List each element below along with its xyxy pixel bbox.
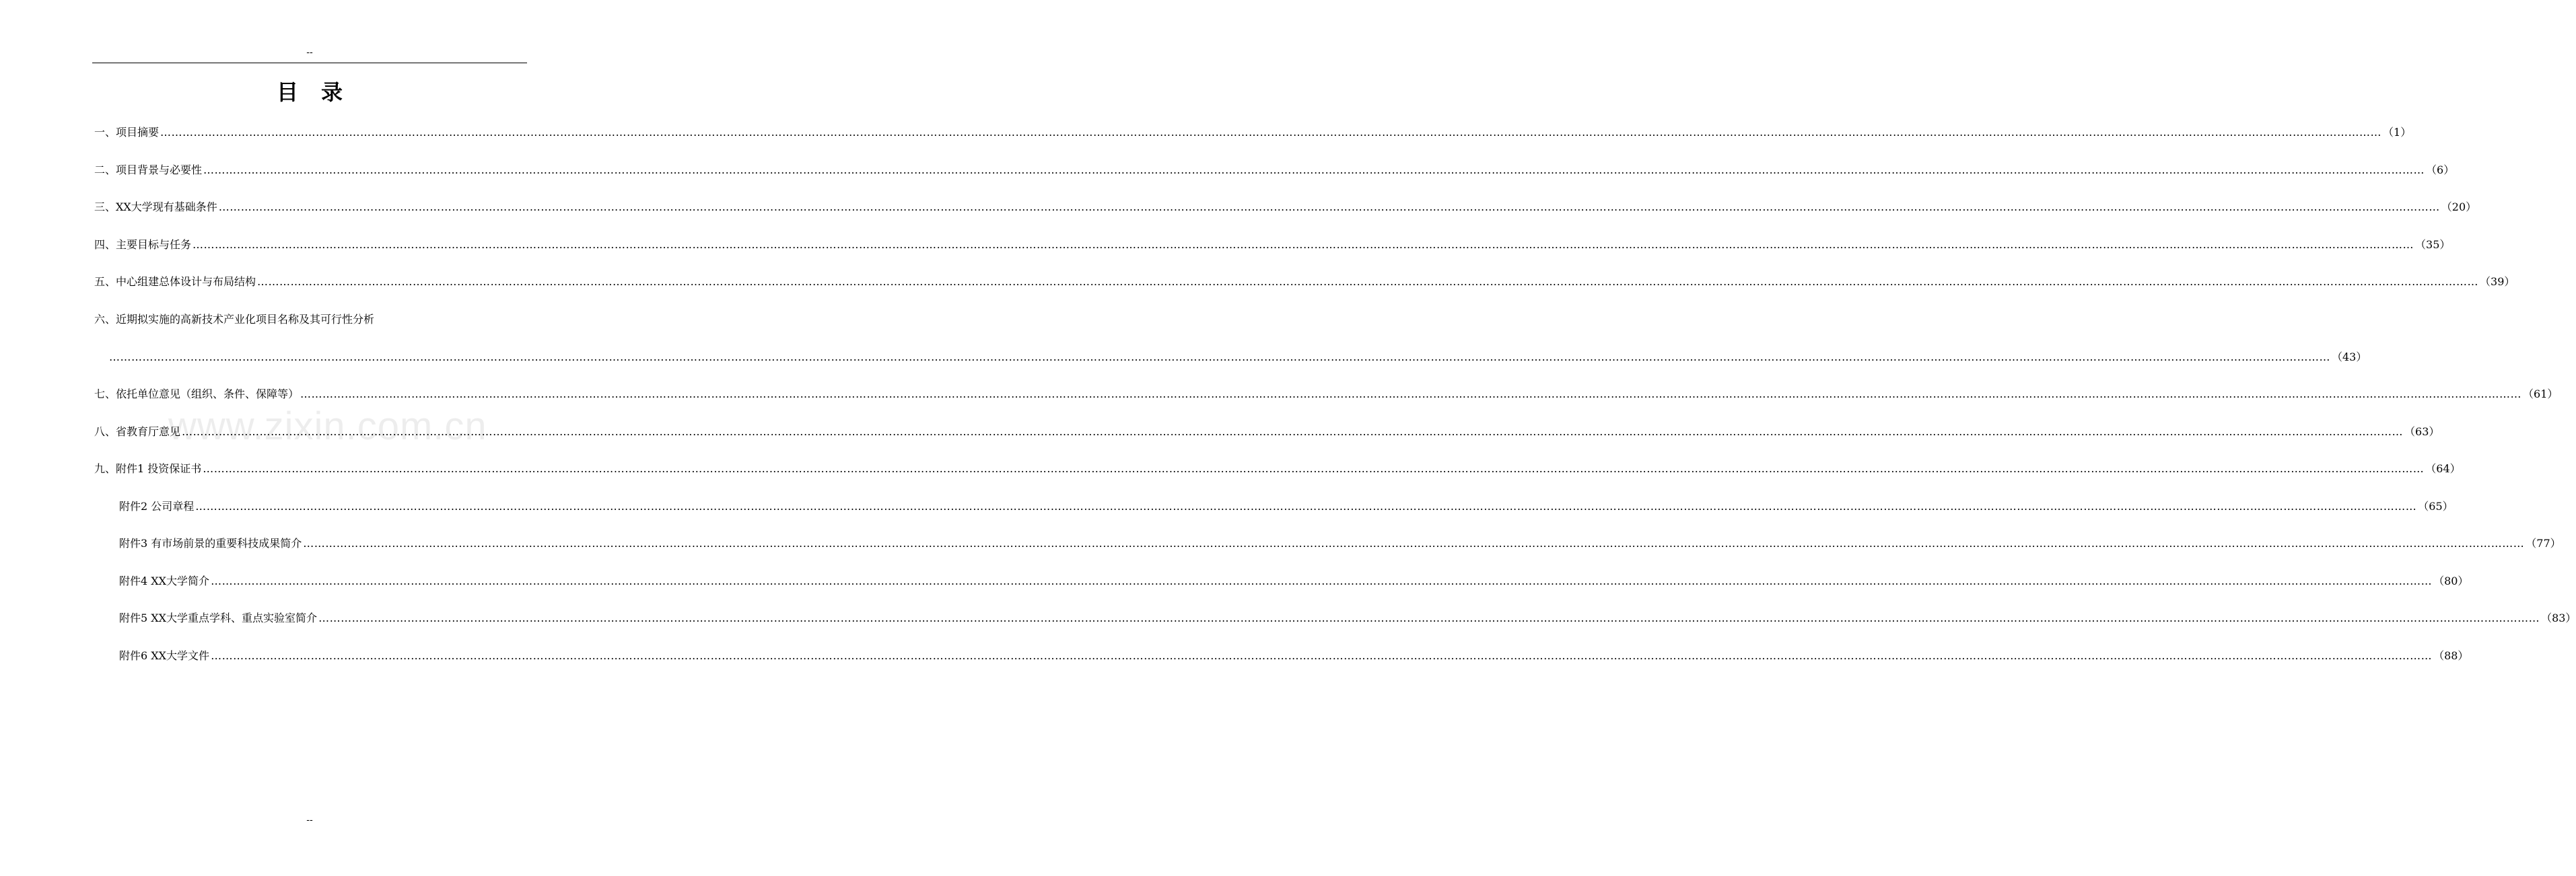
toc-entry-title: 附件6 XX大学文件: [119, 649, 210, 662]
toc-entry-page: （6）: [2426, 163, 2455, 176]
toc-entry-title: 三、XX大学现有基础条件: [94, 200, 217, 213]
toc-leader: ……………………………………………………………………………………………………………………………………………………………………………………………………………………………………………………………………………………………………………………………………………………………………………………………………………………………………………………………………………………………………………………………………………………: [211, 649, 2433, 662]
toc-leader: ……………………………………………………………………………………………………………………………………………………………………………………………………………………………………………………………………………………………………………………………………………………………………………………………………………………………………………………………………………………………………………………………………………………: [193, 238, 2414, 251]
toc-entry-page: （39）: [2480, 275, 2515, 288]
toc-entry-title: 一、项目摘要: [94, 126, 160, 139]
toc-entry-page: （61）: [2523, 388, 2558, 400]
toc-entry-page: （88）: [2433, 649, 2469, 662]
toc-entry-4[interactable]: [94, 238, 2451, 252]
toc-leader: ……………………………………………………………………………………………………………………………………………………………………………………………………………………………………………………………………………………………………………………………………………………………………………………………………………………………………………………………………………………………………………………………………………………: [195, 500, 2417, 513]
toc-entry-title: 附件4 XX大学简介: [119, 575, 210, 587]
toc-entry-title: 九、附件1 投资保证书: [94, 462, 202, 475]
toc-entry-9[interactable]: [94, 462, 2461, 476]
toc-entry-page: （80）: [2433, 575, 2469, 587]
header-mark: --: [306, 47, 313, 58]
toc-leader: ……………………………………………………………………………………………………………………………………………………………………………………………………………………………………………………………………………………………………………………………………………………………………………………………………………………………………………………………………………………………………………………………………………………: [160, 126, 2382, 139]
toc-leader: ……………………………………………………………………………………………………………………………………………………………………………………………………………………………………………………………………………………………………………………………………………………………………………………………………………………………………………………………………………………………………………………………………………………: [303, 537, 2525, 550]
page-title: 目录: [276, 79, 365, 105]
toc-entry-6-continuation[interactable]: [108, 350, 2367, 365]
toc-entry-page: （1）: [2383, 126, 2412, 139]
toc-entry-7[interactable]: [94, 387, 2558, 402]
toc-leader: ……………………………………………………………………………………………………………………………………………………………………………………………………………………………………………………………………………………………………………………………………………………………………………………………………………………………………………………………………………………………………………………………………………………: [203, 462, 2425, 475]
toc-leader: ……………………………………………………………………………………………………………………………………………………………………………………………………………………………………………………………………………………………………………………………………………………………………………………………………………………………………………………………………………………………………………………………………………………: [300, 388, 2522, 400]
toc-entry-title: 七、依托单位意见（组织、条件、保障等）: [94, 388, 300, 400]
toc-entry-page: （20）: [2441, 200, 2477, 213]
toc-leader: ……………………………………………………………………………………………………………………………………………………………………………………………………………………………………………………………………………………………………………………………………………………………………………………………………………………………………………………………………………………………………………………………………………………: [257, 275, 2479, 288]
toc-entry-5[interactable]: [94, 275, 2515, 289]
toc-leader: ……………………………………………………………………………………………………………………………………………………………………………………………………………………………………………………………………………………………………………………………………………………………………………………………………………………………………………………………………………………………………………………………………………………: [203, 163, 2425, 176]
toc-entry-appendix-3[interactable]: [119, 536, 2561, 551]
toc-entry-page: （64）: [2425, 462, 2461, 475]
toc-leader: ……………………………………………………………………………………………………………………………………………………………………………………………………………………………………………………………………………………………………………………………………………………………………………………………………………………………………………………………………………………………………………………………………………………: [109, 351, 2330, 363]
toc-leader: ……………………………………………………………………………………………………………………………………………………………………………………………………………………………………………………………………………………………………………………………………………………………………………………………………………………………………………………………………………………………………………………………………………………: [182, 425, 2404, 438]
toc-leader: ……………………………………………………………………………………………………………………………………………………………………………………………………………………………………………………………………………………………………………………………………………………………………………………………………………………………………………………………………………………………………………………………………………………: [218, 200, 2440, 213]
toc-entry-6[interactable]: [94, 312, 527, 327]
toc-entry-title: 六、近期拟实施的高新技术产业化项目名称及其可行性分析: [94, 313, 375, 326]
toc-entry-page: （83）: [2541, 612, 2576, 624]
toc-entry-2[interactable]: [94, 163, 2455, 178]
toc-entry-appendix-4[interactable]: [119, 574, 2469, 589]
toc-entry-page: （35）: [2415, 238, 2451, 251]
toc-leader: ……………………………………………………………………………………………………………………………………………………………………………………………………………………………………………………………………………………………………………………………………………………………………………………………………………………………………………………………………………………………………………………………………………………: [318, 612, 2540, 624]
watermark: www.zixin.com.cn: [168, 404, 487, 448]
toc-entry-page: （63）: [2404, 425, 2440, 438]
toc-entry-3[interactable]: [94, 200, 2477, 215]
toc-entry-title: 四、主要目标与任务: [94, 238, 192, 251]
toc-entry-8[interactable]: [94, 425, 2440, 439]
toc-entry-title: 二、项目背景与必要性: [94, 163, 203, 176]
toc-entry-title: 八、省教育厅意见: [94, 425, 181, 438]
toc-entry-page: （77）: [2526, 537, 2561, 550]
toc-entry-page: （65）: [2418, 500, 2453, 513]
toc-entry-title: 五、中心组建总体设计与布局结构: [94, 275, 256, 288]
toc-entry-title: 附件2 公司章程: [119, 500, 195, 513]
toc-entry-title: 附件5 XX大学重点学科、重点实验室简介: [119, 612, 318, 624]
toc-entry-1[interactable]: [94, 125, 2412, 140]
toc-entry-appendix-5[interactable]: [119, 611, 2576, 626]
toc-entry-page: （43）: [2332, 351, 2367, 363]
toc-entry-title: 附件3 有市场前景的重要科技成果简介: [119, 537, 302, 550]
footer-mark: --: [306, 815, 313, 826]
toc-leader: ……………………………………………………………………………………………………………………………………………………………………………………………………………………………………………………………………………………………………………………………………………………………………………………………………………………………………………………………………………………………………………………………………………………: [211, 575, 2433, 587]
toc-entry-appendix-6[interactable]: [119, 649, 2469, 663]
toc-entry-appendix-2[interactable]: [119, 499, 2453, 514]
